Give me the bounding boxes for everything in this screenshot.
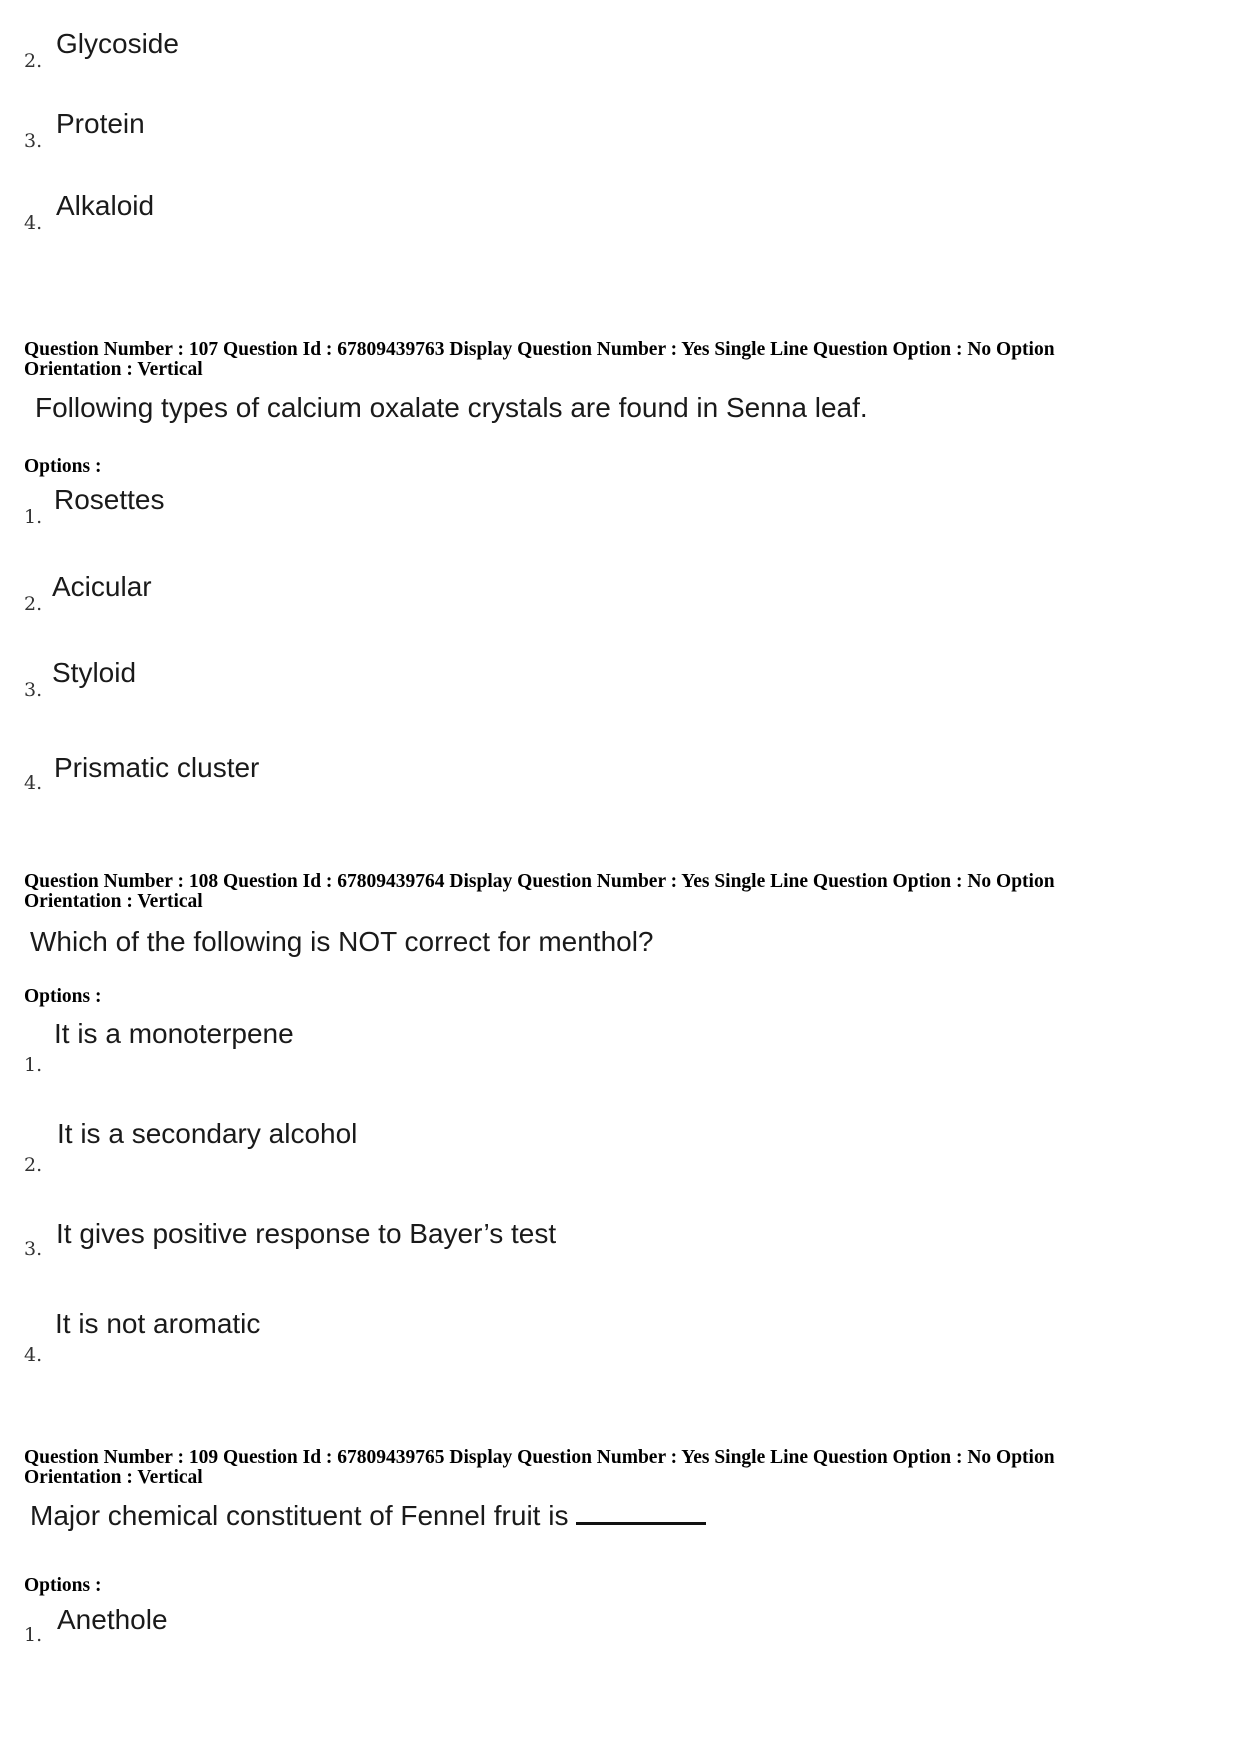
options-label: Options :	[24, 1575, 102, 1596]
option-number: 1.	[24, 1054, 43, 1076]
option-number: 2.	[24, 1154, 43, 1176]
question-meta	[24, 872, 1214, 912]
option-number: 4.	[24, 772, 43, 794]
option-number: 1.	[24, 506, 43, 528]
option-item	[24, 571, 1174, 641]
option-number: 3.	[24, 1238, 43, 1260]
options-label: Options :	[24, 456, 102, 477]
option-text: It is a monoterpene	[54, 1018, 294, 1049]
question-text-content: Major chemical constituent of Fennel fruit is	[30, 1500, 569, 1531]
question-meta	[24, 340, 1214, 380]
option-text: Alkaloid	[56, 190, 155, 221]
option-number: 2.	[24, 50, 43, 72]
option-text: Anethole	[57, 1604, 168, 1635]
option-item	[24, 108, 1174, 178]
option-item	[24, 752, 1174, 822]
option-text: It is a secondary alcohol	[57, 1118, 358, 1149]
option-item	[24, 1018, 1174, 1088]
option-item	[24, 657, 1174, 727]
option-number: 4.	[24, 1344, 43, 1366]
question-meta	[24, 1448, 1214, 1488]
question-text	[30, 1500, 706, 1532]
option-item	[24, 190, 1174, 260]
option-number: 3.	[24, 130, 43, 152]
question-meta-line: Orientation : Vertical	[24, 359, 203, 380]
option-text: It gives positive response to Bayer’s test	[56, 1218, 557, 1249]
question-text: Following types of calcium oxalate crystals are found in Senna leaf.	[35, 392, 868, 423]
option-number: 2.	[24, 593, 43, 615]
option-text: Prismatic cluster	[54, 752, 260, 783]
option-item	[24, 1218, 1174, 1288]
option-number: 3.	[24, 679, 43, 701]
question-meta-line: Question Number : 108 Question Id : 67809439764 Display Question Number : Yes Single Line Question Option : No Option	[24, 871, 1055, 892]
option-text: Glycoside	[56, 28, 179, 59]
question-meta-line: Question Number : 107 Question Id : 67809439763 Display Question Number : Yes Single Line Question Option : No Option	[24, 339, 1055, 360]
option-item	[24, 1604, 1174, 1674]
option-text: Styloid	[52, 657, 137, 688]
question-meta-line: Orientation : Vertical	[24, 891, 203, 912]
option-item	[24, 28, 1174, 98]
option-item	[24, 1118, 1174, 1188]
option-text: Acicular	[52, 571, 152, 602]
option-item	[24, 1308, 1174, 1378]
option-text: It is not aromatic	[55, 1308, 261, 1339]
fill-in-blank-line	[576, 1518, 706, 1525]
question-meta-line: Orientation : Vertical	[24, 1467, 203, 1488]
options-label: Options :	[24, 986, 102, 1007]
option-item	[24, 484, 1174, 554]
question-meta-line: Question Number : 109 Question Id : 67809439765 Display Question Number : Yes Single Line Question Option : No Option	[24, 1447, 1055, 1468]
option-text: Protein	[56, 108, 145, 139]
option-number: 1.	[24, 1624, 43, 1646]
question-text: Which of the following is NOT correct for menthol?	[30, 926, 654, 957]
option-text: Rosettes	[54, 484, 165, 515]
option-number: 4.	[24, 212, 43, 234]
